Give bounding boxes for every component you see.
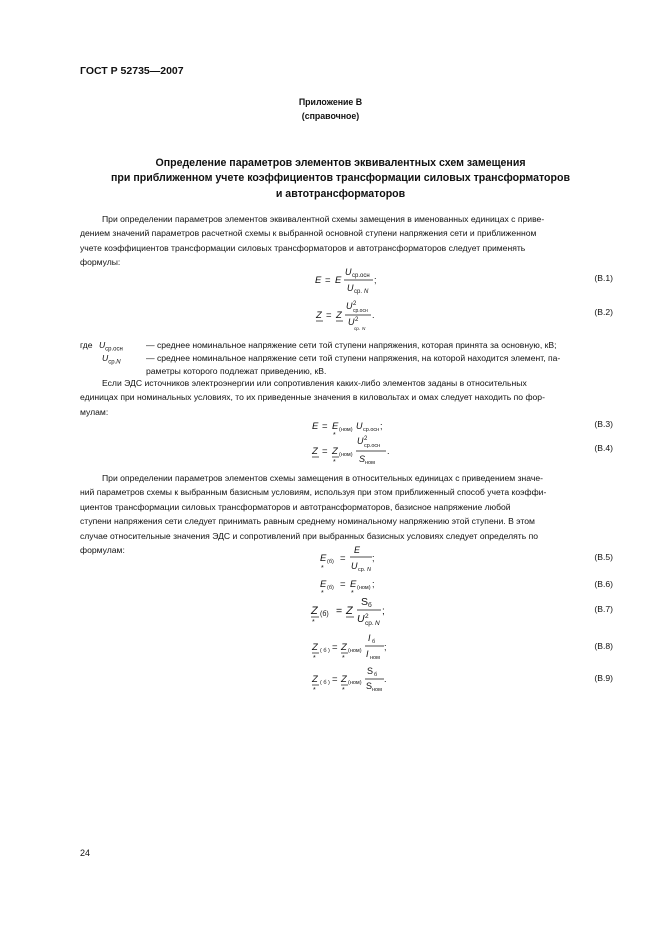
eq-numer: S — [361, 596, 369, 608]
eq-denom: I — [366, 649, 369, 659]
eq-numer-sub: б — [372, 639, 376, 645]
eq-numer-sub: б — [368, 602, 372, 609]
eq-denom-sub-n: N — [375, 620, 380, 627]
equation-number: (В.1) — [594, 273, 613, 283]
eq-sign: = — [322, 421, 328, 432]
definition-text: — среднее номинальное напряжение сети той ступени напряжения, на которой находится элемент, па- — [146, 353, 561, 363]
paragraph-line: единицах при номинальных условиях, то их приведенные значения в киловольтах и омах следует находить по фор- — [80, 392, 545, 403]
paragraph-line: формулы: — [80, 257, 121, 268]
eq-lhs: Z — [312, 446, 318, 457]
paragraph-line: Если ЭДС источников электроэнергии или сопротивления каких-либо элементов заданы в относительных — [102, 378, 527, 388]
eq-lhs: Z — [311, 605, 318, 617]
appendix-subtitle: (справочное) — [301, 111, 360, 122]
eq-denom-sub: ср. — [365, 620, 374, 627]
eq-denom-sub-n: N — [367, 567, 371, 573]
section-title — [80, 156, 601, 202]
eq-var: Z — [346, 605, 353, 617]
paragraph-line: При определении параметров элементов эквивалентной схемы замещения в именованных единицах с приве- — [102, 214, 545, 224]
eq-star: * — [342, 687, 345, 694]
eq-sign: = — [340, 553, 346, 564]
eq-denom: U — [357, 613, 365, 625]
definition-symbol: $U_{ср.N}$ — [102, 353, 121, 366]
eq-numer-sup: 2 — [364, 436, 368, 442]
eq-sign: = — [332, 642, 338, 653]
eq-var-sub: (ном) — [357, 585, 371, 591]
eq-star: * — [312, 619, 315, 626]
eq-denom: S — [366, 681, 373, 691]
eq-denom: S — [359, 454, 366, 464]
equation-number: (В.4) — [594, 443, 613, 453]
eq-numer-sup: 2 — [353, 301, 357, 307]
eq-star: * — [321, 565, 324, 572]
equation-number: (В.9) — [594, 673, 613, 683]
eq-end: . — [384, 674, 387, 684]
equation-number: (В.6) — [594, 579, 613, 589]
eq-lhs: E — [312, 421, 319, 432]
eq-denom: U — [347, 283, 354, 293]
eq-var: Z — [341, 674, 347, 685]
section-title-line: и автотрансформаторов — [275, 187, 406, 200]
eq-end: ; — [372, 553, 375, 563]
eq-lhs: E — [320, 579, 327, 590]
equation-number: (В.2) — [594, 307, 613, 317]
paragraph-line: ний параметров схемы к выбранным базисным условиям, используя при этом приближенный способ учета коэффи- — [80, 487, 547, 498]
eq-end: ; — [374, 275, 377, 285]
equation-number: (В.5) — [594, 552, 613, 562]
eq-star: * — [342, 655, 345, 662]
definition-symbol: где $U_{ср.осн}$ — [80, 340, 123, 353]
eq-tail: U — [356, 421, 363, 431]
eq-star: * — [313, 655, 316, 662]
paragraph-relative-units — [80, 376, 614, 419]
eq-denom-sub: ср. — [358, 567, 366, 573]
document-id: ГОСТ Р 52735—2007 — [80, 65, 184, 77]
eq-denom-sub: ср. — [354, 289, 363, 295]
eq-var: E — [335, 275, 342, 286]
definition-text: — среднее номинальное напряжение сети той ступени напряжения, которая принята за основную, кВ; — [146, 340, 557, 350]
paragraph-intro — [80, 212, 614, 270]
paragraph-line: циентов трансформации силовых трансформаторов и автотрансформаторов, базисное напряжение любой — [80, 501, 511, 512]
eq-var-sub: (ном) — [348, 648, 362, 654]
eq-star: * — [333, 432, 336, 439]
eq-lhs-sub: ( б ) — [320, 680, 330, 686]
eq-star: * — [321, 590, 324, 597]
eq-tail-sub: ср.осн — [363, 427, 380, 433]
eq-end: ; — [372, 579, 375, 589]
eq-sign: = — [340, 579, 346, 590]
eq-lhs-sub: (б) — [327, 585, 334, 591]
eq-lhs: Z — [316, 310, 322, 321]
definition-row — [80, 352, 614, 365]
eq-numer: U — [346, 301, 353, 311]
eq-sign: = — [332, 674, 338, 685]
equation-number: (В.7) — [594, 604, 613, 614]
definitions-list — [80, 339, 614, 378]
eq-var: Z — [332, 446, 338, 457]
eq-lhs: E — [315, 275, 322, 286]
paragraph-line: ступени напряжения сети следует принимать равным среднему номинальному напряжению этой ступени. В этом — [80, 516, 535, 527]
eq-numer: E — [354, 545, 361, 555]
eq-numer-sub: ср.осн — [353, 308, 368, 314]
appendix-heading — [0, 95, 661, 123]
eq-lhs-sub: ( б ) — [320, 648, 330, 654]
eq-denom: U — [351, 561, 358, 571]
definition-row — [80, 339, 614, 352]
eq-star: * — [351, 590, 354, 597]
eq-end: ; — [380, 421, 383, 431]
eq-sign: = — [326, 310, 332, 321]
equation-number: (В.8) — [594, 641, 613, 651]
eq-lhs: Z — [312, 642, 318, 653]
paragraph-line: При определении параметров элементов схемы замещения в относительных единицах с приведением значе- — [102, 473, 543, 483]
equation-number: (В.3) — [594, 419, 613, 429]
eq-denom-sub: ном — [370, 655, 380, 661]
section-title-line: Определение параметров элементов эквивалентных схем замещения — [155, 157, 526, 169]
eq-end: ; — [384, 642, 387, 652]
eq-var: Z — [341, 642, 347, 653]
paragraph-line: мулам: — [80, 406, 109, 417]
eq-numer-sub: б — [374, 672, 378, 678]
equation-b2 — [0, 298, 661, 338]
eq-denom-sub-n: N — [364, 289, 369, 295]
eq-denom-sub: ном — [372, 687, 382, 693]
eq-denom-sub: ср. — [354, 326, 361, 331]
eq-lhs: E — [320, 553, 327, 564]
eq-end: . — [387, 446, 390, 456]
eq-var-sub: (ном) — [339, 452, 353, 458]
eq-numer-sub: ср.осн — [364, 443, 381, 449]
paragraph-line: случае относительные значения ЭДС и сопротивлений при выбранных базисных условиях следует определять по — [80, 530, 539, 541]
eq-var-sub: (ном) — [348, 680, 362, 686]
eq-star: * — [333, 459, 336, 466]
eq-var: E — [350, 579, 357, 590]
eq-lhs-sub: (б) — [320, 611, 329, 618]
eq-denom-sub: ном — [365, 460, 375, 466]
section-title-line: при приближенном учете коэффициентов трансформации силовых трансформаторов — [111, 172, 570, 185]
paragraph-line: дением значений параметров расчетной схемы к выбранной основной ступени напряжения сети и приближенном — [80, 228, 537, 239]
appendix-title: Приложение В — [298, 97, 363, 107]
eq-numer: S — [367, 666, 374, 676]
eq-sign: = — [322, 446, 328, 457]
eq-var-sub: (ном) — [339, 427, 353, 433]
eq-denom-sub-n: N — [362, 326, 366, 331]
eq-denom-sup: 2 — [365, 613, 369, 620]
eq-denom-sup: 2 — [355, 317, 359, 323]
eq-lhs: Z — [312, 674, 318, 685]
eq-denom: U — [348, 317, 355, 327]
eq-end: . — [372, 310, 375, 320]
page-number: 24 — [80, 848, 91, 858]
eq-sign: = — [325, 275, 331, 286]
equation-b7 — [0, 594, 661, 634]
definition-text: раметры которого подлежат приведению, кВ. — [146, 366, 327, 376]
eq-numer: I — [368, 633, 371, 643]
eq-lhs-sub: (б) — [327, 559, 334, 565]
eq-sign: = — [336, 605, 343, 617]
eq-star: * — [313, 687, 316, 694]
equation-b4 — [0, 434, 661, 474]
equation-b9 — [0, 664, 661, 704]
eq-var: E — [332, 421, 339, 432]
eq-numer-sub: ср.осн — [352, 273, 370, 279]
paragraph-line: формулам: — [80, 545, 125, 556]
eq-numer: U — [357, 436, 364, 446]
eq-end: ; — [382, 606, 385, 617]
paragraph-line: учете коэффициентов трансформации силовых трансформаторов и автотрансформаторов следует применять — [80, 242, 526, 253]
eq-numer: U — [345, 267, 352, 277]
eq-var: Z — [336, 310, 342, 321]
